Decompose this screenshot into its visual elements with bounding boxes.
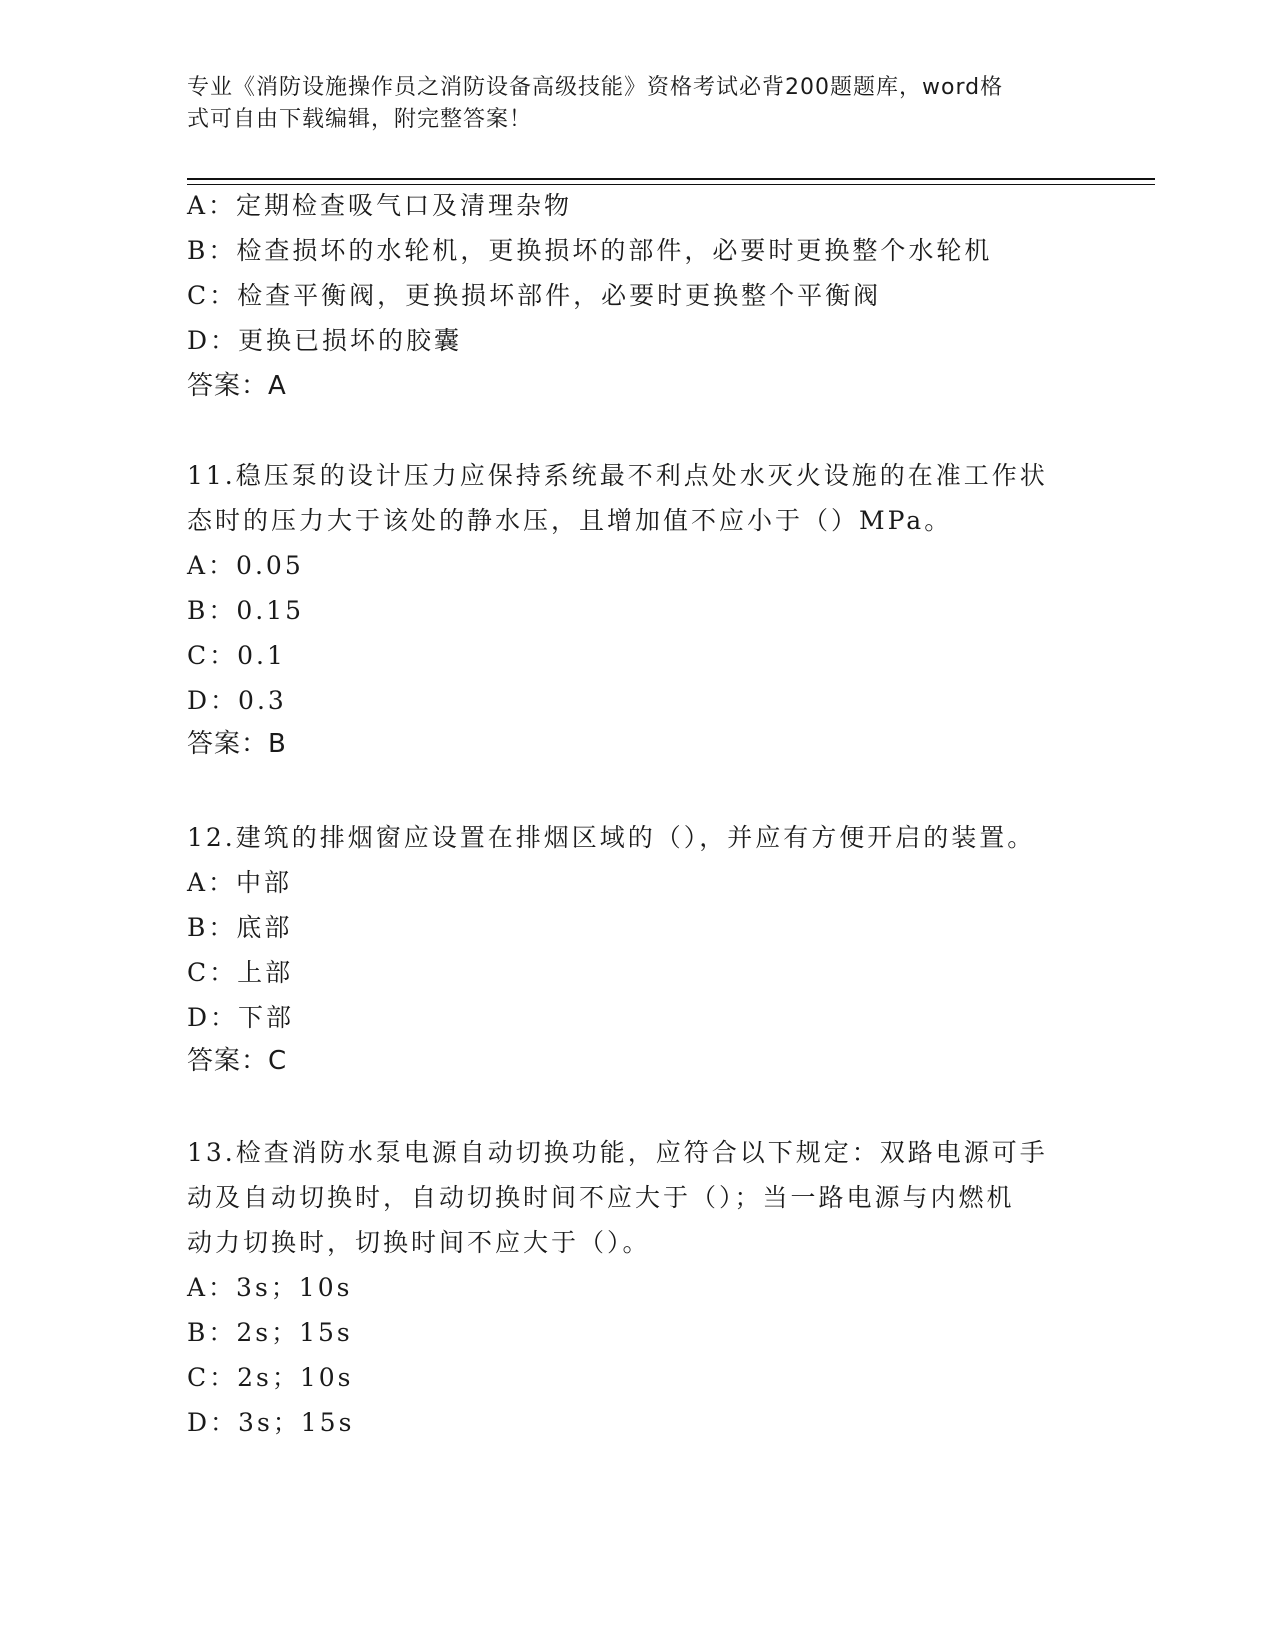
q12-option-c: C：上部 <box>187 958 294 987</box>
q10-answer: 答案：A <box>187 371 287 401</box>
q10-option-b: B：检查损坏的水轮机，更换损坏的部件，必要时更换整个水轮机 <box>187 236 993 265</box>
q11-option-c: C：0.1 <box>187 641 286 670</box>
q12-answer: 答案：C <box>187 1046 288 1076</box>
q13-stem-line-1: 13.检查消防水泵电源自动切换功能，应符合以下规定：双路电源可手 <box>187 1138 1048 1167</box>
q12-option-a: A：中部 <box>187 868 293 897</box>
q11-option-a: A：0.05 <box>187 551 304 580</box>
q11-answer: 答案：B <box>187 729 287 759</box>
header-line-1: 专业《消防设施操作员之消防设备高级技能》资格考试必背200题题库，word格 <box>187 75 1004 100</box>
q11-option-d: D：0.3 <box>187 686 287 715</box>
q13-stem-line-2: 动及自动切换时，自动切换时间不应大于（）；当一路电源与内燃机 <box>187 1183 1015 1212</box>
q13-option-b: B：2s；15s <box>187 1318 353 1347</box>
q13-option-c: C：2s；10s <box>187 1363 354 1392</box>
header-divider-thin <box>187 184 1155 185</box>
header-line-2: 式可自由下载编辑，附完整答案！ <box>187 107 533 132</box>
q11-stem-line-1: 11.稳压泵的设计压力应保持系统最不利点处水灭火设施的在准工作状 <box>187 461 1048 490</box>
q10-option-d: D：更换已损坏的胶囊 <box>187 326 463 355</box>
q11-stem-line-2: 态时的压力大于该处的静水压，且增加值不应小于（）MPa。 <box>187 506 953 535</box>
document-header <box>187 72 1067 136</box>
q12-stem-line-1: 12.建筑的排烟窗应设置在排烟区域的（），并应有方便开启的装置。 <box>187 823 1036 852</box>
q13-option-d: D：3s；15s <box>187 1408 355 1437</box>
q13-stem-line-3: 动力切换时，切换时间不应大于（）。 <box>187 1228 651 1257</box>
q11-option-b: B：0.15 <box>187 596 305 625</box>
q12-option-d: D：下部 <box>187 1003 295 1032</box>
q12-option-b: B：底部 <box>187 913 293 942</box>
q10-option-a: A：定期检查吸气口及清理杂物 <box>187 191 573 220</box>
q13-option-a: A：3s；10s <box>187 1273 353 1302</box>
q10-option-c: C：检查平衡阀，更换损坏部件，必要时更换整个平衡阀 <box>187 281 882 310</box>
header-divider-thick <box>187 178 1155 180</box>
